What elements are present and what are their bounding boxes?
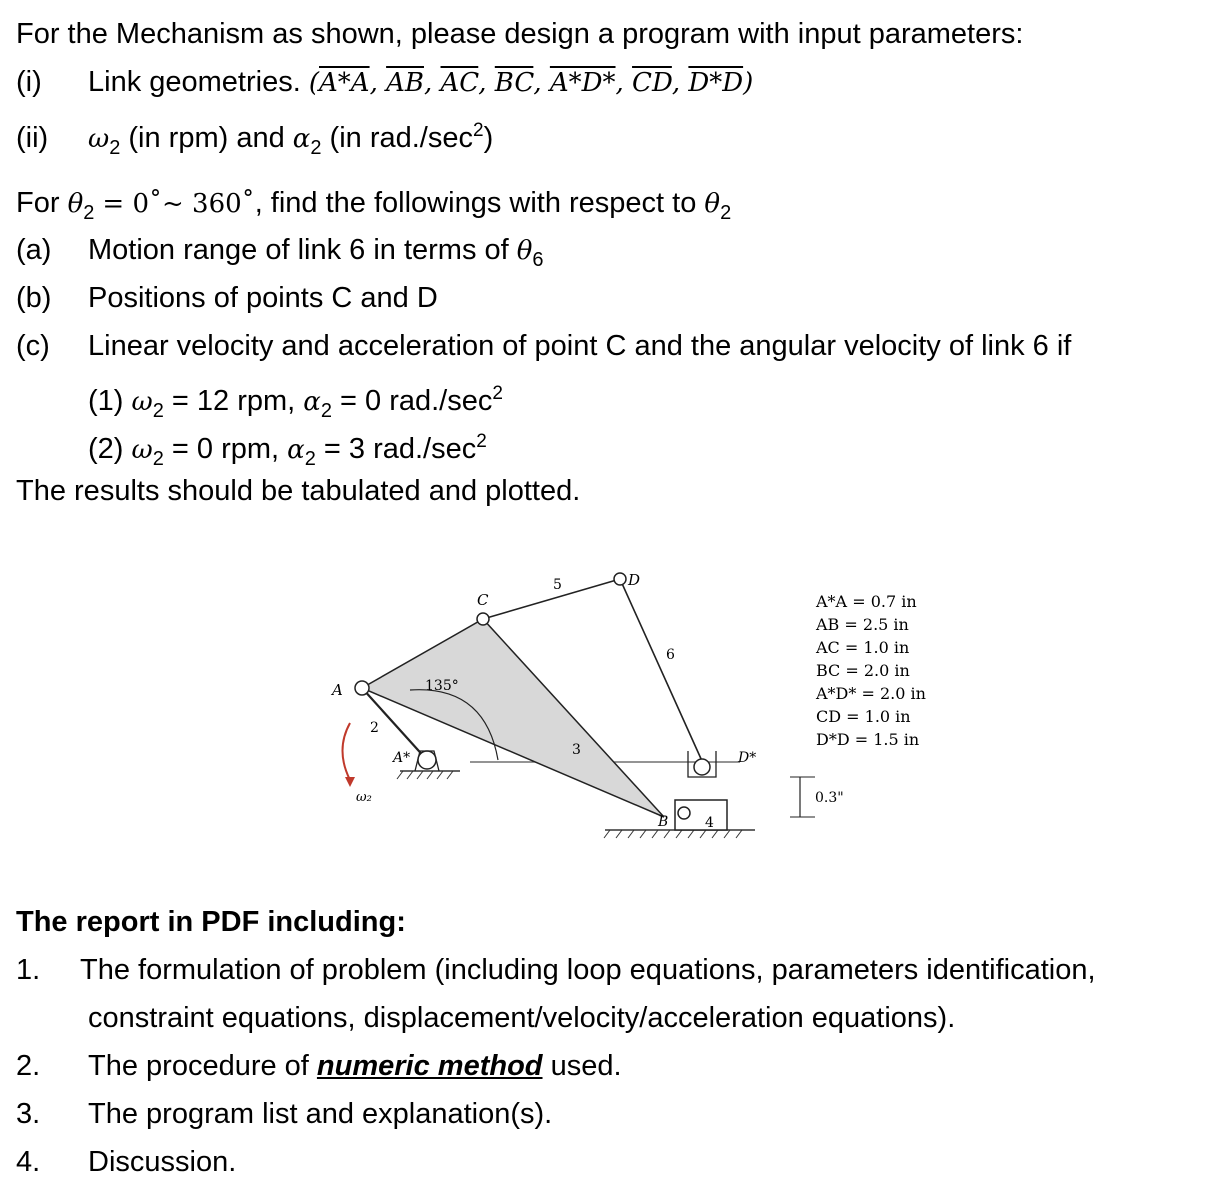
- link-cd: $\overline{CD}$: [632, 68, 672, 98]
- link-ab: $\overline{AB}$: [386, 68, 424, 98]
- param-label: (ii): [16, 122, 49, 154]
- link-aa: A*A: [319, 68, 370, 98]
- dimension-item: BC = 2.0 in: [816, 661, 910, 680]
- joint-a: [355, 681, 369, 695]
- question-a: [16, 232, 544, 278]
- dimension-item: A*A = 0.7 in: [816, 592, 917, 611]
- question-label: (a): [16, 234, 52, 266]
- question-b: [16, 280, 438, 316]
- theta-symbol: θ: [704, 189, 721, 219]
- case-2: (2) $\omega_2 = 0$ rpm, $\alpha_2 = 3$ $rad./\sec^2$: [88, 431, 487, 470]
- label-point-b: B: [658, 814, 669, 830]
- label-angle: 135°: [425, 678, 459, 694]
- question-c: [16, 328, 1071, 364]
- theta-symbol: θ: [516, 236, 533, 266]
- item-text: The program list and explanation(s).: [88, 1098, 553, 1130]
- dimension-item: AB = 2.5 in: [816, 615, 909, 634]
- param-text: Link geometries.: [88, 66, 301, 98]
- label-point-c: C: [477, 591, 489, 609]
- range-text: , find the followings with respect to: [254, 187, 697, 219]
- item-text: Discussion.: [88, 1146, 237, 1178]
- subscript: 2: [310, 137, 322, 159]
- pivot-d-star: [694, 759, 710, 775]
- question-label: (b): [16, 282, 52, 314]
- pivot-a-star: [418, 751, 436, 769]
- question-text: Linear velocity and acceleration of point C and the angular velocity of link 6 if: [88, 330, 1072, 362]
- report-item-1-cont: constraint equations, displacement/velocity/acceleration equations).: [88, 1002, 956, 1034]
- report-heading: The report in PDF including:: [16, 906, 406, 938]
- range-text: For: [16, 187, 60, 219]
- dimension-item: AC = 1.0 in: [816, 638, 910, 657]
- joint-d: [614, 573, 626, 585]
- range-line: [16, 185, 731, 231]
- dimension-item: D*D = 1.5 in: [816, 730, 920, 749]
- alpha-symbol: α: [292, 124, 311, 154]
- omega-arrowhead: [345, 777, 355, 787]
- case-label: (1): [88, 385, 124, 417]
- link-ac: $\overline{AC}$: [440, 68, 479, 98]
- case-1: (1) $\omega_2 = 12$ rpm, $\alpha_2 = 0$ $rad./\sec^2$: [88, 383, 503, 422]
- report-item-4: [16, 1144, 236, 1180]
- joint-c: [477, 613, 489, 625]
- ground-hatch: [397, 771, 453, 779]
- label-link-4: 4: [705, 815, 714, 831]
- dimension-item: A*D* = 2.0 in: [816, 684, 926, 703]
- item-number: 4.: [16, 1146, 41, 1178]
- item-number: 1.: [16, 954, 41, 986]
- report-item-2: [16, 1048, 622, 1084]
- label-omega: ω₂: [356, 790, 372, 805]
- link-5: [483, 579, 620, 619]
- param-text: (in rpm) and: [128, 122, 285, 154]
- question-text: Positions of points C and D: [88, 282, 438, 314]
- link-bc: $\overline{BC}$: [494, 68, 534, 98]
- label-point-a: A: [332, 681, 343, 699]
- report-item-3: [16, 1096, 552, 1132]
- subscript: 2: [720, 202, 732, 224]
- subscript: 6: [532, 249, 544, 271]
- link-dd: D*D: [688, 68, 744, 98]
- param-text: (in rad./sec: [329, 122, 473, 154]
- label-offset: 0.3": [815, 790, 844, 806]
- case-label: (2): [88, 433, 124, 465]
- item-number: 2.: [16, 1050, 41, 1082]
- label-point-a-star: A*: [393, 750, 411, 766]
- label-link-3: 3: [572, 742, 581, 758]
- param-text: ): [483, 122, 494, 154]
- omega-symbol: ω: [88, 124, 110, 154]
- dimension-list: [815, 592, 926, 749]
- item-text: The procedure of: [88, 1050, 309, 1082]
- range-equation: = 0˚~ 360˚: [102, 189, 255, 219]
- ground-hatch-slider: [604, 830, 742, 838]
- question-text: Motion range of link 6 in terms of: [88, 234, 509, 266]
- mechanism-diagram: [270, 555, 960, 855]
- emphasis-numeric-method: numeric method: [316, 1050, 543, 1082]
- case-omega-value: = 12 rpm,: [171, 385, 296, 417]
- item-number: 3.: [16, 1098, 41, 1130]
- label-point-d: D: [628, 571, 641, 589]
- label-point-d-star: D*: [738, 750, 757, 766]
- input-param-i: (i) Link geometries. (A*A, $\overline{AB}$, $\overline{AC}$, $\overline{BC}$, A*D*, $\overline{CD}$, D*D): [16, 66, 754, 98]
- question-label: (c): [16, 330, 50, 362]
- label-link-2: 2: [370, 720, 379, 736]
- label-link-6: 6: [666, 647, 675, 663]
- item-text: The formulation of problem (including loop equations, parameters identification,: [80, 954, 1096, 986]
- case-omega-value: = 0 rpm,: [171, 433, 280, 465]
- link-6: [620, 579, 702, 761]
- omega-arrow: [343, 723, 351, 780]
- dimension-item: CD = 1.0 in: [816, 707, 911, 726]
- case-alpha-value: = 3 rad./sec: [323, 433, 477, 465]
- theta-symbol: θ: [67, 189, 84, 219]
- intro-text: For the Mechanism as shown, please design a program with input parameters:: [16, 18, 1024, 50]
- param-label: (i): [16, 66, 42, 98]
- link-3-triangle: [362, 619, 664, 817]
- joint-b: [678, 807, 690, 819]
- input-param-ii: [16, 113, 493, 166]
- link-ad: A*D*: [549, 68, 616, 98]
- case-alpha-value: = 0 rad./sec: [340, 385, 493, 417]
- superscript: 2: [472, 120, 484, 141]
- subscript: 2: [83, 202, 95, 224]
- subscript: 2: [109, 137, 121, 159]
- label-link-5: 5: [553, 577, 562, 593]
- results-line: The results should be tabulated and plotted.: [16, 475, 581, 507]
- item-text: used.: [550, 1050, 622, 1082]
- report-item-1: [16, 952, 1096, 988]
